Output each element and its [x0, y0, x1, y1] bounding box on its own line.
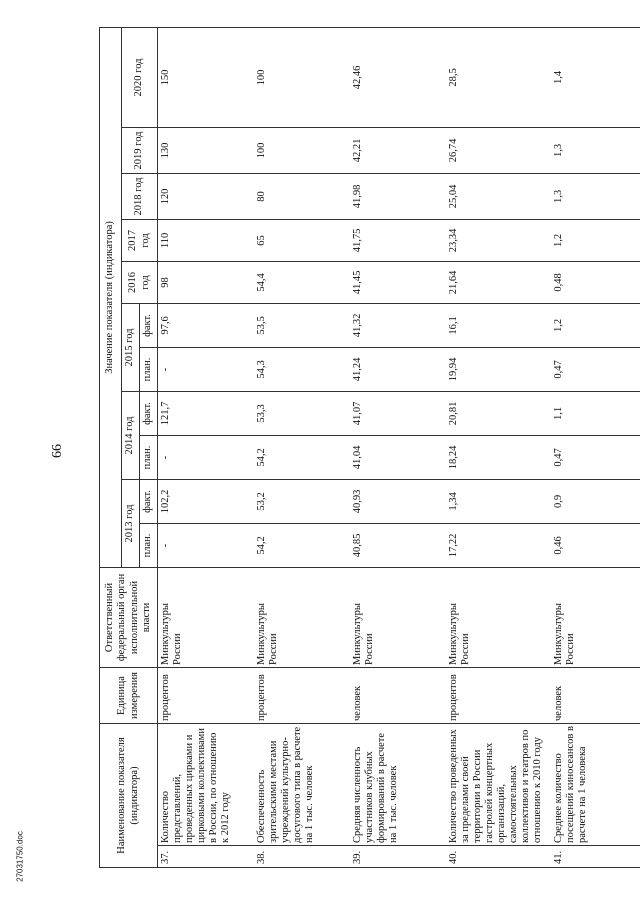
- rotated-table-container: [99, 28, 611, 868]
- value-cell: 42,46: [350, 27, 446, 127]
- value-cell: 102,2: [158, 479, 254, 523]
- indicator-name: Среднее количество посещений киносеансов в расчете на 1 человека: [551, 723, 640, 845]
- header-year-2018: 2018 год: [122, 173, 158, 219]
- indicators-table: [99, 27, 640, 868]
- value-cell: 97,6: [158, 303, 254, 347]
- value-cell: 41,45: [350, 261, 446, 303]
- header-fact: факт.: [140, 391, 158, 435]
- agency-cell: Минкультуры России: [350, 567, 446, 667]
- row-number: 37.: [158, 846, 254, 868]
- value-cell: 53,3: [254, 391, 350, 435]
- value-cell: 41,98: [350, 173, 446, 219]
- header-year-2019: 2019 год: [122, 127, 158, 173]
- value-cell: 40,93: [350, 479, 446, 523]
- indicator-name: Количество проведенных за пределами своей территории в России гастролей концертных организаций, самостоятельных коллективов и театров по отношению к 2010 году: [446, 723, 551, 845]
- value-cell: 41,32: [350, 303, 446, 347]
- value-cell: 65: [254, 219, 350, 261]
- value-cell: -: [158, 347, 254, 391]
- value-cell: 54,3: [254, 347, 350, 391]
- row-number: 39.: [350, 846, 446, 868]
- table-row: [446, 27, 551, 867]
- value-cell: 19,94: [446, 347, 551, 391]
- unit-cell: процентов: [254, 667, 350, 723]
- value-cell: 23,34: [446, 219, 551, 261]
- value-cell: 1,2: [551, 303, 640, 347]
- value-cell: 100: [254, 127, 350, 173]
- header-year-2015: 2015 год: [122, 303, 140, 391]
- agency-cell: Минкультуры России: [158, 567, 254, 667]
- indicator-name: Обеспеченность зрительскими местами учреждений культурно-досугового типа в расчете на 1 тыс. человек: [254, 723, 350, 845]
- row-number: 41.: [551, 846, 640, 868]
- value-cell: 54,2: [254, 435, 350, 479]
- value-cell: 110: [158, 219, 254, 261]
- value-cell: -: [158, 435, 254, 479]
- agency-cell: Минкультуры России: [551, 567, 640, 667]
- header-plan: план.: [140, 523, 158, 567]
- value-cell: 16,1: [446, 303, 551, 347]
- unit-cell: человек: [551, 667, 640, 723]
- value-cell: 1,1: [551, 391, 640, 435]
- value-cell: 26,74: [446, 127, 551, 173]
- table-row: [254, 27, 350, 867]
- value-cell: 41,75: [350, 219, 446, 261]
- header-fact: факт.: [140, 303, 158, 347]
- value-cell: 0,46: [551, 523, 640, 567]
- value-cell: 21,64: [446, 261, 551, 303]
- value-cell: 54,2: [254, 523, 350, 567]
- header-plan: план.: [140, 435, 158, 479]
- value-cell: 41,04: [350, 435, 446, 479]
- value-cell: 120: [158, 173, 254, 219]
- footer-document-code: 27031750.doc: [15, 831, 25, 882]
- agency-cell: Минкультуры России: [254, 567, 350, 667]
- value-cell: 28,5: [446, 27, 551, 127]
- header-unit: Единица измерения: [100, 667, 158, 723]
- page-number: 66: [50, 444, 65, 458]
- value-cell: 1,3: [551, 127, 640, 173]
- value-cell: 98: [158, 261, 254, 303]
- value-cell: 41,07: [350, 391, 446, 435]
- value-cell: 121,7: [158, 391, 254, 435]
- header-agency: Ответственный федеральный орган исполнительной власти: [100, 567, 158, 667]
- value-cell: 41,24: [350, 347, 446, 391]
- value-cell: 1,3: [551, 173, 640, 219]
- agency-cell: Минкультуры России: [446, 567, 551, 667]
- indicator-name: Количество представлений, проведенных цирками и цирковыми коллективами в России, по отношению к 2012 году: [158, 723, 254, 845]
- value-cell: 42,21: [350, 127, 446, 173]
- value-cell: 80: [254, 173, 350, 219]
- header-fact: факт.: [140, 479, 158, 523]
- header-year-2017: 2017 год: [122, 219, 158, 261]
- value-cell: 130: [158, 127, 254, 173]
- header-year-2020: 2020 год: [122, 27, 158, 127]
- row-number: 40.: [446, 846, 551, 868]
- value-cell: 0,48: [551, 261, 640, 303]
- indicator-name: Средняя численность участников клубных формирований в расчете на 1 тыс. человек: [350, 723, 446, 845]
- value-cell: 54,4: [254, 261, 350, 303]
- value-cell: 0,47: [551, 435, 640, 479]
- value-cell: 17,22: [446, 523, 551, 567]
- row-number: 38.: [254, 846, 350, 868]
- value-cell: 53,2: [254, 479, 350, 523]
- value-cell: 18,24: [446, 435, 551, 479]
- unit-cell: процентов: [446, 667, 551, 723]
- value-cell: 20,81: [446, 391, 551, 435]
- table-row: [350, 27, 446, 867]
- value-cell: 100: [254, 27, 350, 127]
- value-cell: 25,04: [446, 173, 551, 219]
- header-values: Значение показателя (индикатора): [100, 27, 122, 567]
- header-plan: план.: [140, 347, 158, 391]
- header-name: Наименование показателя (индикатора): [100, 723, 158, 867]
- value-cell: 40,85: [350, 523, 446, 567]
- table-row: [158, 27, 254, 867]
- header-year-2014: 2014 год: [122, 391, 140, 479]
- value-cell: 1,34: [446, 479, 551, 523]
- table-row: [551, 27, 640, 867]
- unit-cell: процентов: [158, 667, 254, 723]
- header-year-2016: 2016 год: [122, 261, 158, 303]
- value-cell: 1,2: [551, 219, 640, 261]
- value-cell: 0,9: [551, 479, 640, 523]
- value-cell: 0,47: [551, 347, 640, 391]
- value-cell: 1,4: [551, 27, 640, 127]
- value-cell: 150: [158, 27, 254, 127]
- value-cell: -: [158, 523, 254, 567]
- value-cell: 53,5: [254, 303, 350, 347]
- header-year-2013: 2013 год: [122, 479, 140, 567]
- unit-cell: человек: [350, 667, 446, 723]
